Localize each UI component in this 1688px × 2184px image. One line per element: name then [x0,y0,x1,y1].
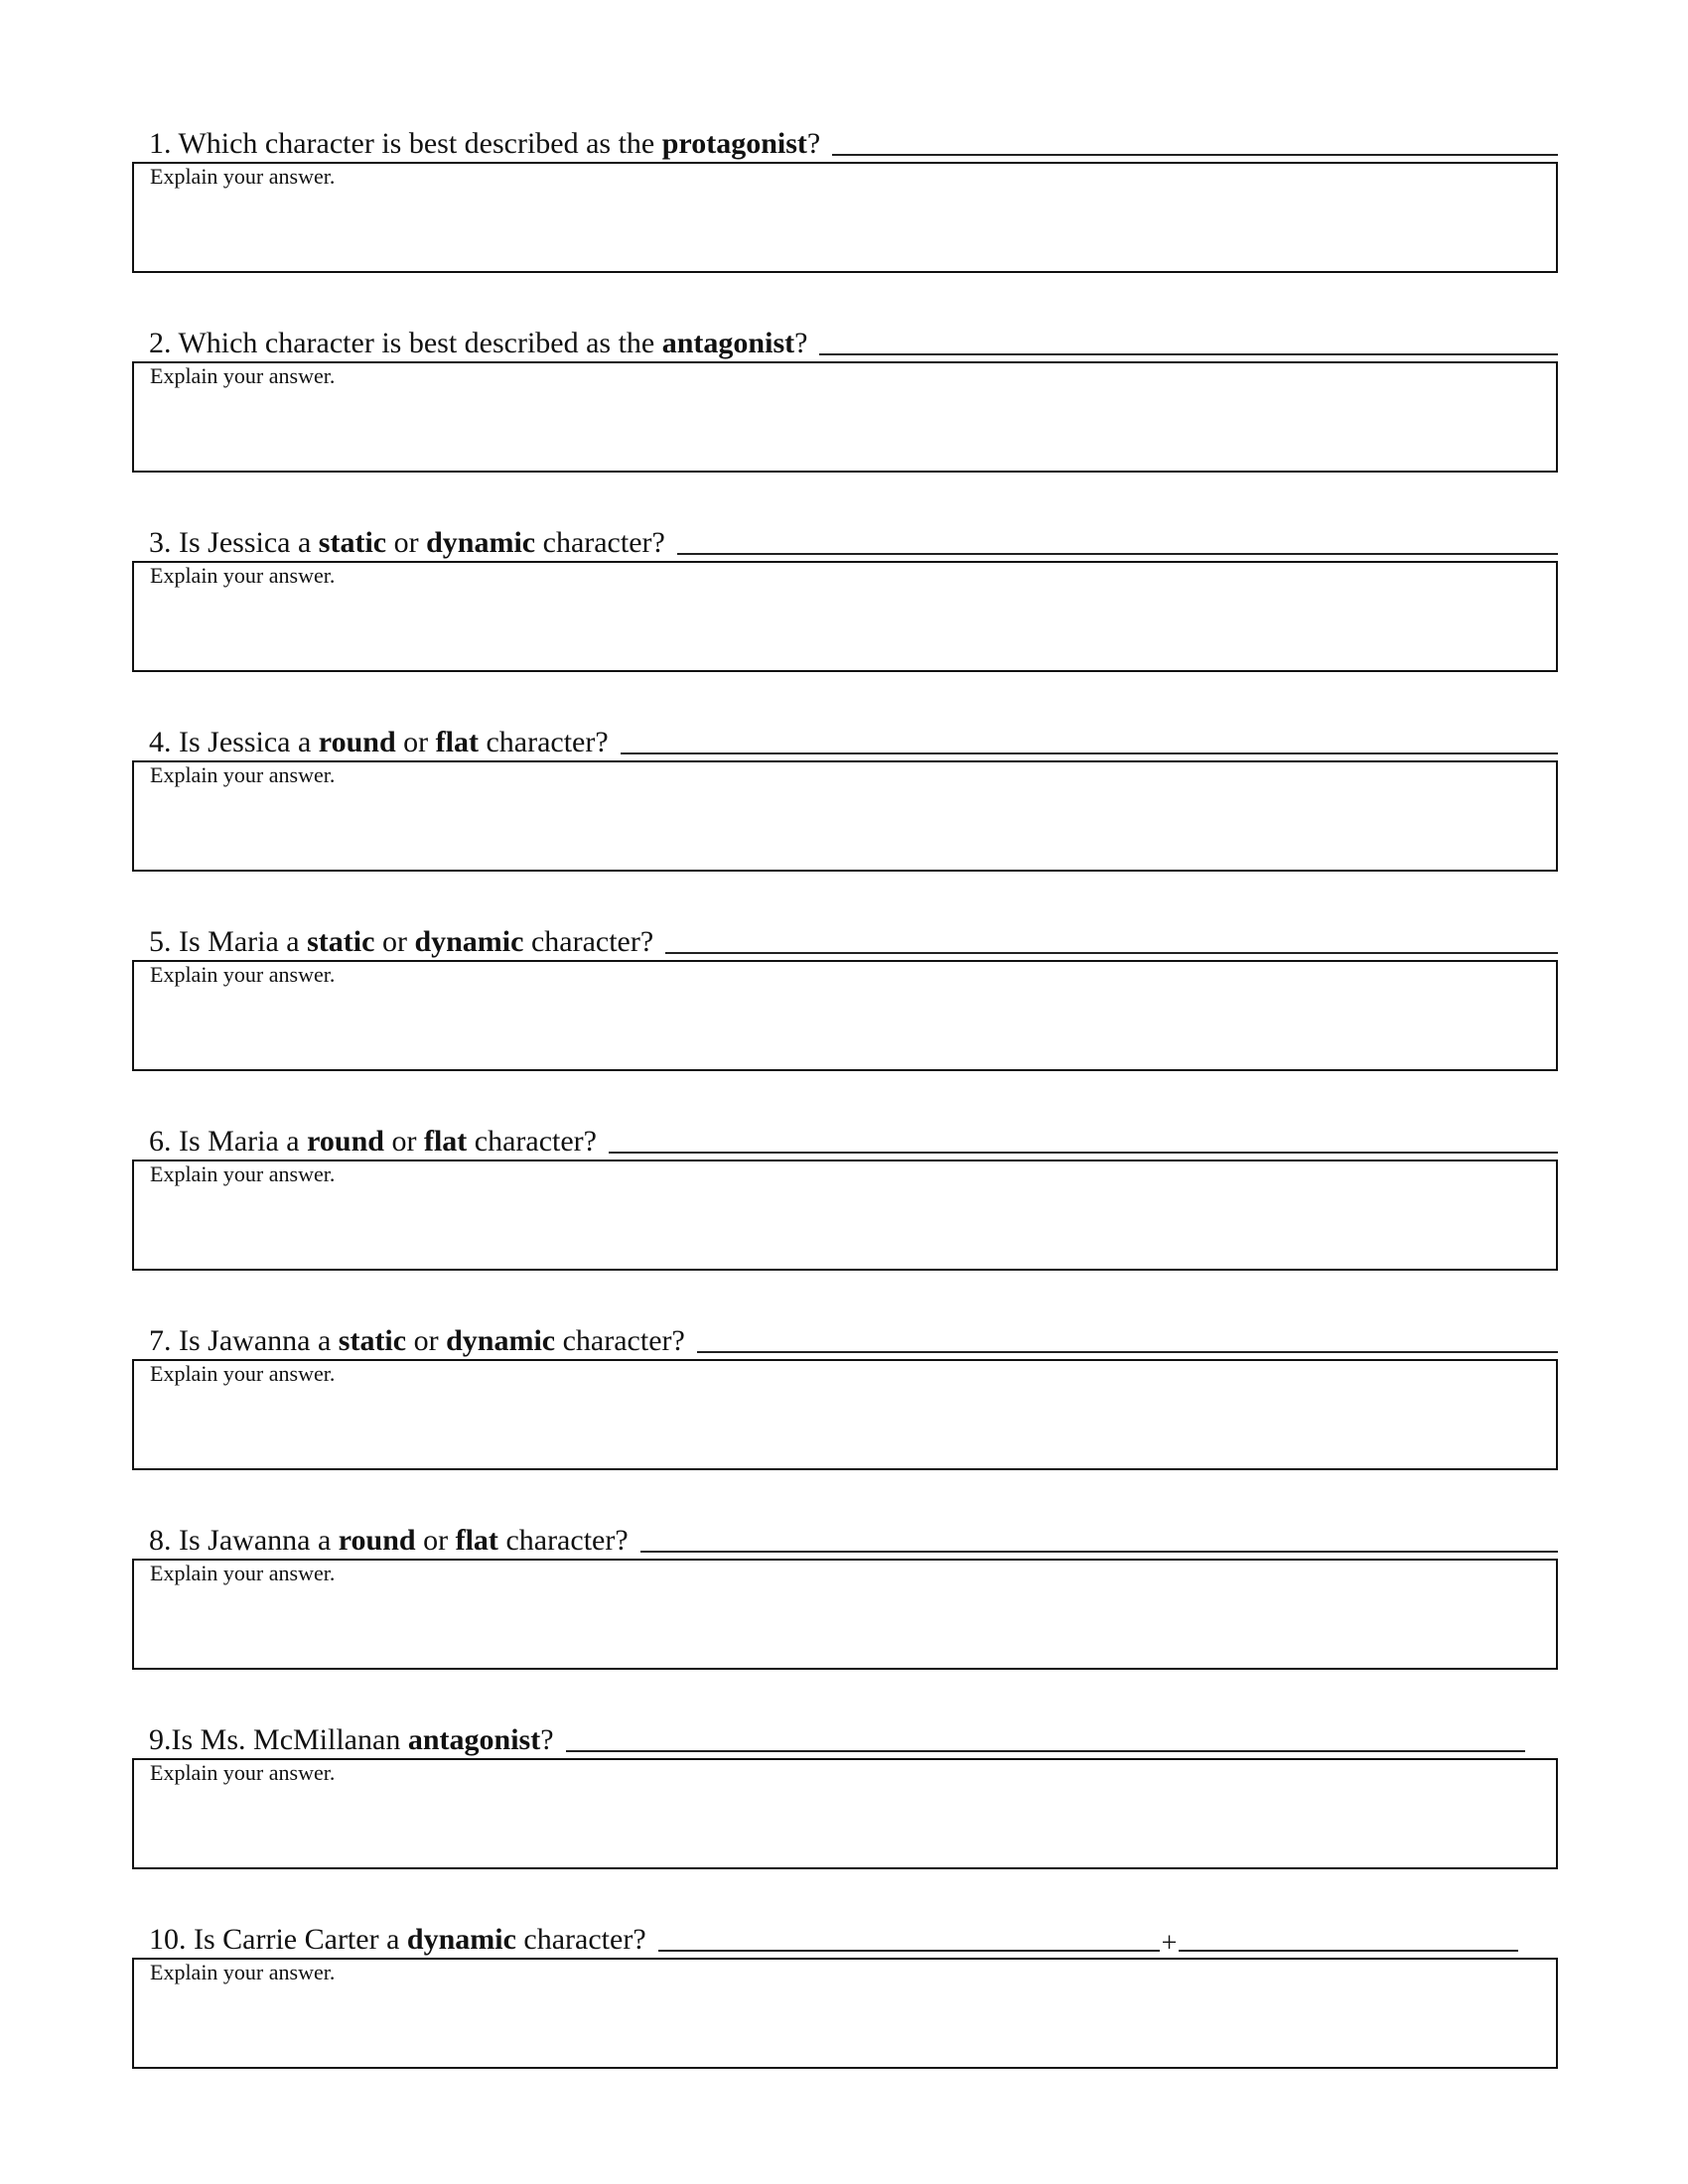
explain-prompt: Explain your answer. [150,363,336,388]
answer-blank-line[interactable] [566,1749,1525,1752]
question-6 [132,1114,1558,1283]
plus-mark: + [1161,1928,1178,1959]
answer-blank-line[interactable] [697,1350,1558,1353]
answer-blank-line[interactable] [677,552,1558,555]
question-10 [132,1912,1558,2081]
explain-answer-box[interactable] [132,361,1558,473]
question-text: 3. Is Jessica a static or dynamic character? [149,526,665,559]
question-line [149,1912,1518,1958]
explain-prompt: Explain your answer. [150,962,336,987]
question-1 [132,116,1558,285]
question-text: 6. Is Maria a round or flat character? [149,1125,597,1158]
answer-blank-line[interactable] [832,153,1558,156]
answer-blank-segment [1179,1949,1518,1952]
question-line [149,116,1558,162]
question-2 [132,316,1558,484]
explain-answer-box[interactable] [132,1160,1558,1271]
explain-answer-box[interactable] [132,960,1558,1071]
explain-prompt: Explain your answer. [150,1361,336,1386]
question-line [149,1114,1558,1160]
explain-answer-box[interactable] [132,561,1558,672]
explain-answer-box[interactable] [132,162,1558,273]
question-line [149,715,1558,760]
question-7 [132,1313,1558,1482]
question-text: 10. Is Carrie Carter a dynamic character? [149,1923,646,1956]
question-line [149,1712,1525,1758]
explain-answer-box[interactable] [132,1359,1558,1470]
explain-prompt: Explain your answer. [150,762,336,787]
explain-prompt: Explain your answer. [150,563,336,588]
explain-answer-box[interactable] [132,1958,1558,2069]
answer-blank-line[interactable] [658,1924,1518,1959]
question-text: 5. Is Maria a static or dynamic character? [149,925,654,958]
question-text: 9.Is Ms. McMillanan antagonist? [149,1723,554,1756]
explain-prompt: Explain your answer. [150,1561,336,1585]
question-3 [132,515,1558,684]
explain-prompt: Explain your answer. [150,1960,336,1984]
answer-blank-line[interactable] [819,352,1558,355]
answer-blank-line[interactable] [640,1550,1558,1553]
explain-prompt: Explain your answer. [150,164,336,189]
explain-answer-box[interactable] [132,1758,1558,1869]
explain-answer-box[interactable] [132,760,1558,872]
question-text: 1. Which character is best described as the protagonist? [149,127,821,160]
question-line [149,316,1558,361]
question-8 [132,1513,1558,1682]
question-text: 2. Which character is best described as the antagonist? [149,327,808,359]
explain-prompt: Explain your answer. [150,1760,336,1785]
explain-prompt: Explain your answer. [150,1161,336,1186]
question-4 [132,715,1558,884]
answer-blank-segment [658,1949,1160,1952]
question-text: 7. Is Jawanna a static or dynamic character? [149,1324,685,1357]
answer-blank-line[interactable] [609,1151,1558,1154]
question-line [149,515,1558,561]
question-9 [132,1712,1558,1881]
question-text: 8. Is Jawanna a round or flat character? [149,1524,629,1557]
question-text: 4. Is Jessica a round or flat character? [149,726,609,758]
answer-blank-line[interactable] [665,951,1558,954]
question-line [149,1313,1558,1359]
question-5 [132,914,1558,1083]
answer-blank-line[interactable] [621,751,1558,754]
explain-answer-box[interactable] [132,1559,1558,1670]
question-line [149,914,1558,960]
question-line [149,1513,1558,1559]
